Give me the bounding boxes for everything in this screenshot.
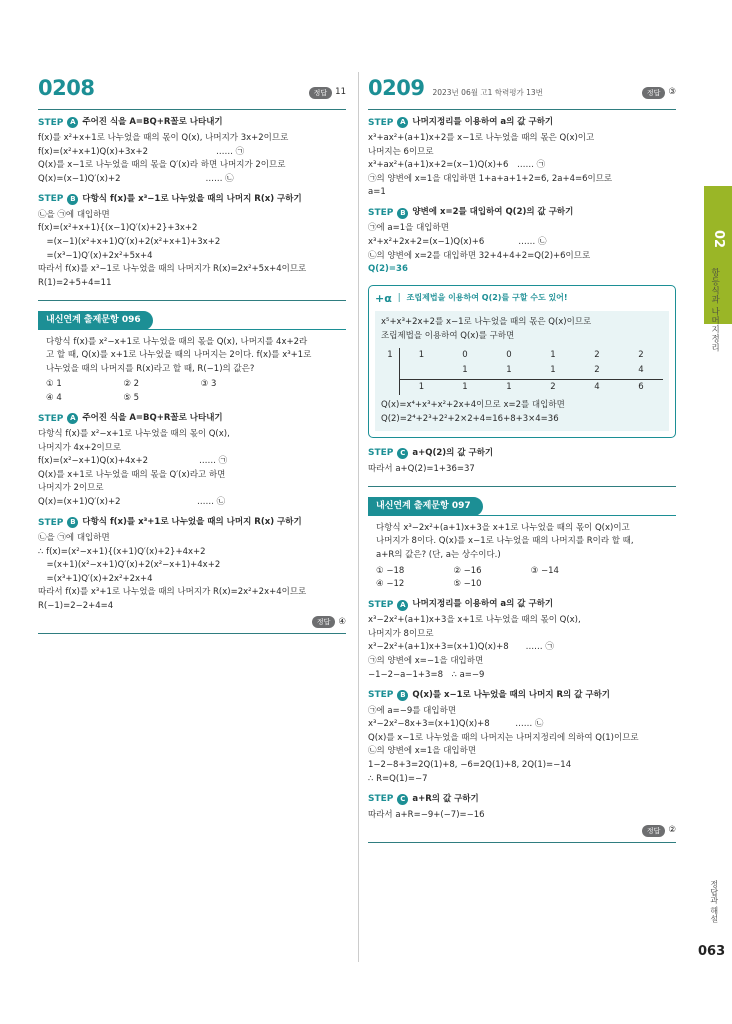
step-header [38,116,346,130]
tip-line: 조립제법을 이용하여 Q(x)를 구하면 [381,330,515,341]
solution-line: 따라서 a+Q(2)=1+36=37 [368,463,475,474]
solution-line: 나머지가 8이므로 [368,628,434,639]
synth-cell: 2 [594,349,600,360]
answer-choices [368,565,608,592]
solution-097 [368,598,676,822]
tip-title: 조립제법을 이용하여 Q(2)를 구할 수도 있어! [406,293,568,303]
step-badge: B [397,690,408,701]
chapter-title: 항등식과 나머지정리 [709,268,720,353]
solution-096 [38,412,346,614]
solution-line: R(1)=2+5+4=11 [38,277,112,288]
answer-value: ④ [338,616,346,627]
solution-line: Q(x)를 x−1로 나누었을 때의 몫을 Q′(x)라 하면 나머지가 2이므로 [38,160,286,171]
problem-source: 2023년 06월 고1 학력평가 13번 [432,88,543,97]
step-badge: B [397,208,408,219]
choice: ② −16 [453,565,482,576]
answer-096 [38,616,346,630]
step-badge: A [397,600,408,611]
synthetic-division-table [381,348,663,396]
question-line: a+R의 값은? (단, a는 상수이다.) [376,550,501,561]
result-line: Q(2)=36 [368,264,408,275]
chapter-number: 02 [711,230,726,249]
question-line: 나누었을 때의 나머지를 R(x)라고 할 때, R(−1)의 값은? [46,363,255,374]
step-header [38,192,346,206]
choice: ④ 4 [46,393,62,404]
solution-line: Q(x)를 x−1로 나누었을 때의 나머지는 나머지정리에 의하여 Q(1)이므로 [368,732,639,743]
synth-cell: 0 [462,349,468,360]
step-badge: B [67,194,78,205]
problem-number: 0209 [368,76,425,100]
synth-divisor: 1 [387,349,393,360]
answer-value: ② [668,825,676,836]
step-title: 양변에 x=2를 대입하여 Q(2)의 값 구하기 [412,207,574,218]
tip-content [375,311,669,431]
step-badge: C [397,794,408,805]
step-word: STEP [38,117,64,128]
linked-question-096 [38,311,346,405]
solution-line: f(x)=(x²+x+1){(x−1)Q′(x)+2}+3x+2 [38,223,198,234]
step-title: 다항식 f(x)를 x³+1로 나누었을 때의 나머지 R(x) 구하기 [82,517,302,528]
solution-line: ㉡의 양변에 x=1을 대입하면 [368,746,477,757]
divider-line [368,486,676,487]
question-text [38,330,346,379]
solution-0209 [368,116,676,277]
solution-line: ㉠의 양변에 x=−1을 대입하면 [368,655,484,666]
choice: ⑤ 5 [123,393,140,404]
solution-line: x³−2x²−8x+3=(x+1)Q(x)+8 …… ㉡ [368,719,544,730]
answer-choices [38,378,278,405]
synth-cell: 4 [638,365,644,376]
synth-cell: 1 [487,379,531,396]
solution-line: f(x)=(x²−x+1)Q(x)+4x+2 …… ㉠ [38,456,228,467]
question-line: 다항식 x³−2x²+(a+1)x+3을 x+1로 나누었을 때의 몫이 Q(x)이고 [376,522,630,533]
solution-line: 다항식 f(x)를 x²−x+1로 나누었을 때의 몫이 Q(x), [38,429,230,440]
tip-box [368,285,676,439]
step-word: STEP [38,517,64,528]
solution-line: f(x)를 x²+x+1로 나누었을 때의 몫이 Q(x), 나머지가 3x+2이므로 [38,132,289,143]
solution-line: ㉡의 양변에 x=2를 대입하면 32+4+4+2=Q(2)+6이므로 [368,250,591,261]
step-header [368,792,676,806]
step-title: a+Q(2)의 값 구하기 [412,447,494,458]
step-word: STEP [368,207,394,218]
solution-line: x³+ax²+(a+1)x+2=(x−1)Q(x)+6 …… ㉠ [368,160,546,171]
solution-line: 나머지가 2이므로 [38,483,104,494]
step-title: 나머지정리를 이용하여 a의 값 구하기 [412,599,554,610]
synth-cell: 1 [399,348,443,364]
synth-cell: 0 [506,349,512,360]
step-title: 다항식 f(x)를 x³−1로 나누었을 때의 나머지 R(x) 구하기 [82,193,302,204]
step-title: 주어진 식을 A=BQ+R꼴로 나타내기 [82,413,223,424]
solution-0209-step-c [368,446,676,476]
tip-line: Q(2)=2⁴+2³+2²+2×2+4=16+8+3×4=36 [381,413,559,424]
step-word: STEP [38,413,64,424]
solution-line: x³+ax²+(a+1)x+2를 x−1로 나누었을 때의 몫은 Q(x)이고 [368,132,595,143]
answer-badge: 정답 [309,87,333,99]
solution-line: Q(x)=(x+1)Q′(x)+2 …… ㉡ [38,497,226,508]
question-text [368,516,676,565]
choice: ① 1 [46,379,62,390]
solution-line: Q(x)=(x−1)Q′(x)+2 …… ㉡ [38,173,234,184]
solution-line: 나머지가 4x+2이므로 [38,442,122,453]
answer-value: 11 [335,87,346,98]
synth-cell: 1 [550,365,556,376]
step-title: a+R의 값 구하기 [412,793,479,804]
step-word: STEP [368,117,394,128]
solution-line: Q(x)를 x+1로 나누었을 때의 몫을 Q′(x)라고 하면 [38,469,226,480]
solution-line: 나머지는 6이므로 [368,146,434,157]
synth-cell: 2 [594,365,600,376]
solution-line: a=1 [368,187,386,198]
step-word: STEP [368,794,394,805]
answer-value: ③ [668,87,676,98]
synth-cell: 1 [550,349,556,360]
step-header [38,412,346,426]
solution-line: ㉠에 a=−9를 대입하면 [368,705,457,716]
question-line: 나머지가 8이다. Q(x)를 x−1로 나누었을 때의 나머지를 R이라 할 때, [376,536,634,547]
step-word: STEP [38,194,64,205]
answer-badge: 정답 [312,616,336,628]
step-header [368,688,676,702]
step-header [368,446,676,460]
step-header [368,206,676,220]
solution-line: ∴ R=Q(1)=−7 [368,773,428,784]
solution-line: R(−1)=2−2+4=4 [38,600,114,611]
step-title: Q(x)를 x−1로 나누었을 때의 나머지 R의 값 구하기 [412,689,611,700]
problem-number: 0208 [38,76,95,100]
solution-line: x³+x²+2x+2=(x−1)Q(x)+6 …… ㉡ [368,236,547,247]
question-header: 내신연계 출제문항 096 [38,311,153,329]
step-header [38,516,346,530]
solution-line: f(x)=(x²+x+1)Q(x)+3x+2 …… ㉠ [38,146,245,157]
choice: ③ 3 [200,379,217,390]
answer-area [309,86,346,100]
step-header [368,116,676,130]
choice: ② 2 [123,379,140,390]
solution-line: ㉠의 양변에 x=1을 대입하면 1+a+a+1+2=6, 2a+4=6이므로 [368,173,613,184]
answer-area [642,86,676,100]
step-badge: A [397,117,408,128]
choice: ① −18 [376,565,405,576]
solution-line: ㉡을 ㉠에 대입하면 [38,209,110,220]
solution-line: 따라서 f(x)를 x³−1로 나누었을 때의 나머지가 R(x)=2x²+5x+4이므로 [38,264,307,275]
answer-badge: 정답 [642,87,666,99]
plus-alpha-icon: +α [375,291,392,305]
choice: ⑤ −10 [453,579,482,590]
choice: ③ −14 [530,565,559,576]
step-title: 주어진 식을 A=BQ+R꼴로 나타내기 [82,116,223,127]
solution-line: 따라서 a+R=−9+(−7)=−16 [368,809,485,820]
solution-line: x³−2x²+(a+1)x+3을 x+1로 나누었을 때의 몫이 Q(x), [368,615,581,626]
question-line: 고 할 때, Q(x)를 x+1로 나누었을 때의 나머지는 2이다. f(x)를 x³+1로 [46,350,312,361]
step-header [368,598,676,612]
synth-cell: 2 [638,349,644,360]
left-column [38,72,346,644]
solution-line: =(x−1)(x²+x+1)Q′(x)+2(x²+x+1)+3x+2 [38,236,221,247]
solution-line: =(x+1)(x²−x+1)Q′(x)+2(x²−x+1)+4x+2 [38,560,221,571]
answer-097 [368,824,676,838]
footer-label: 정답과 해설 [709,880,719,923]
synth-cell: 1 [399,379,443,396]
synth-divisor [381,379,399,396]
question-line: 다항식 f(x)를 x²−x+1로 나누었을 때의 몫을 Q(x), 나머지를 4x+2라 [46,336,308,347]
tip-header: +α | 조립제법을 이용하여 Q(2)를 구할 수도 있어! [375,290,669,308]
step-badge: C [397,448,408,459]
right-column [368,72,676,853]
synth-cell: 1 [443,379,487,396]
step-badge: A [67,117,78,128]
linked-question-097 [368,497,676,591]
synth-cell: 4 [575,379,619,396]
solution-line: 1−2−8+3=2Q(1)+8, −6=2Q(1)+8, 2Q(1)=−14 [368,759,572,770]
solution-line: ㉠에 a=1을 대입하면 [368,223,449,234]
step-title: 나머지정리를 이용하여 a의 값 구하기 [412,116,554,127]
synth-cell: 6 [619,379,663,396]
question-header: 내신연계 출제문항 097 [368,497,483,515]
divider-line [368,842,676,843]
page-number: 063 [698,944,726,959]
step-word: STEP [368,599,394,610]
synth-cell: 1 [506,365,512,376]
solution-line: 따라서 f(x)를 x³+1로 나누었을 때의 나머지가 R(x)=2x²+2x+4이므로 [38,587,307,598]
problem-header-0208 [38,72,346,110]
step-word: STEP [368,448,394,459]
divider-line [38,633,346,634]
step-badge: A [67,413,78,424]
tip-line: Q(x)=x⁴+x³+x²+2x+4이므로 x=2를 대입하면 [381,400,565,411]
synth-divisor [381,363,399,379]
solution-line: x³−2x²+(a+1)x+3=(x+1)Q(x)+8 …… ㉠ [368,642,554,653]
problem-header-0209 [368,72,676,110]
step-word: STEP [368,690,394,701]
divider-line [38,300,346,301]
tip-line: x⁵+x³+2x+2를 x−1로 나누었을 때의 몫은 Q(x)이므로 [381,317,592,328]
synth-cell [399,363,443,379]
column-divider [358,72,359,962]
solution-line: ∴ f(x)=(x²−x+1){(x+1)Q′(x)+2}+4x+2 [38,546,206,557]
solution-0208 [38,116,346,291]
solution-line: =(x³+1)Q′(x)+2x²+2x+4 [38,573,153,584]
solution-line: ㉡을 ㉠에 대입하면 [38,533,110,544]
step-badge: B [67,517,78,528]
synth-cell: 2 [531,379,575,396]
synth-cell: 1 [462,365,468,376]
solution-line: −1−2−a−1+3=8 ∴ a=−9 [368,669,485,680]
solution-line: =(x³−1)Q′(x)+2x²+5x+4 [38,250,153,261]
answer-badge: 정답 [642,825,666,837]
choice: ④ −12 [376,579,405,590]
